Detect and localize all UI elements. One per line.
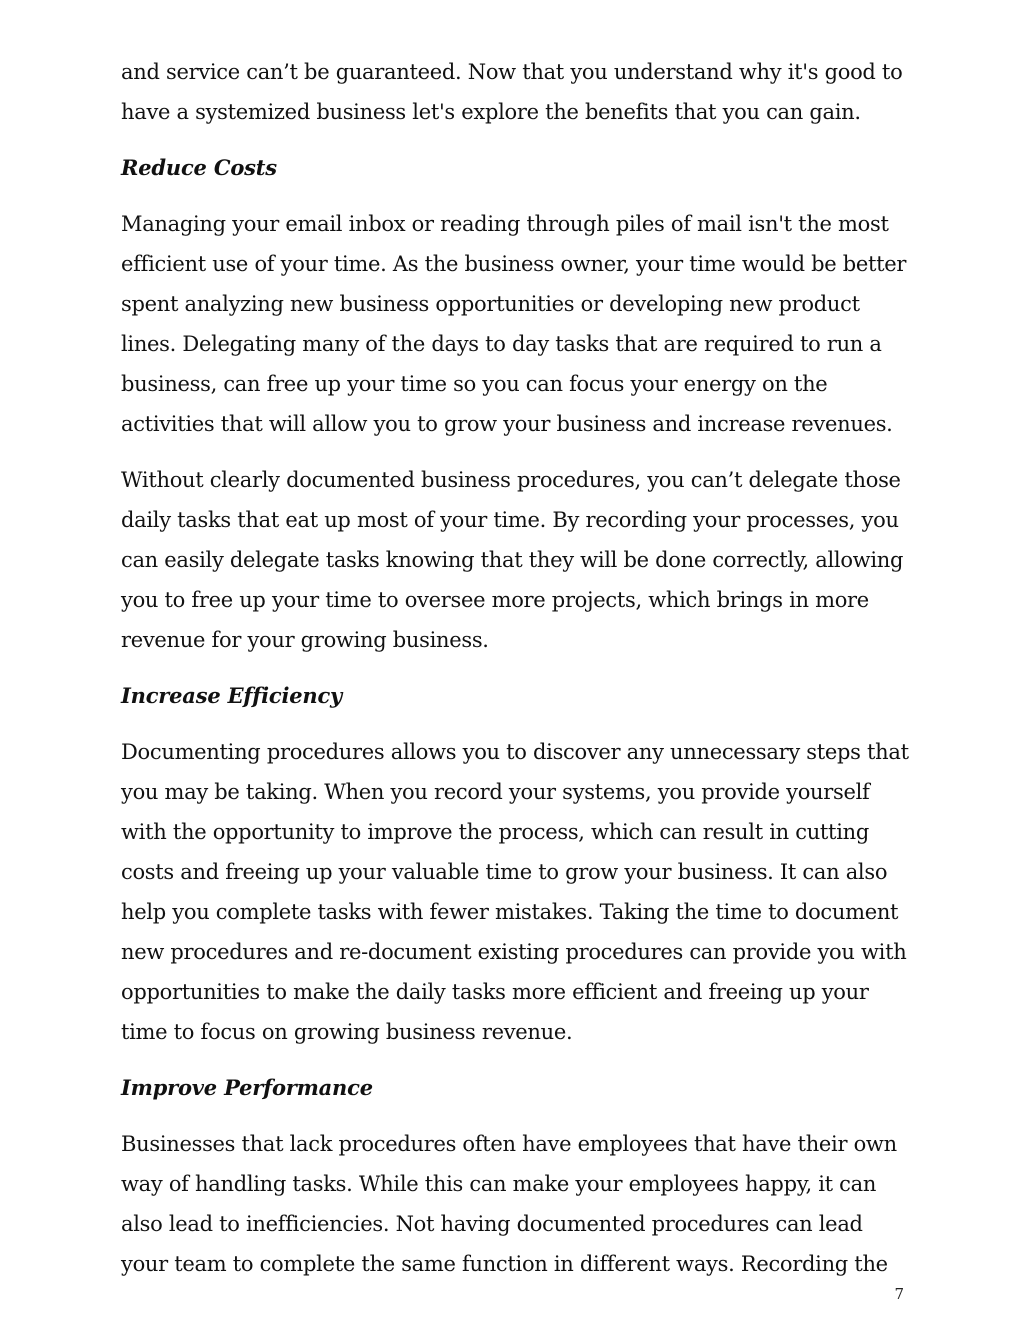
- text-line: daily tasks that eat up most of your time. By recording your processes, you: [121, 508, 899, 532]
- text-line: costs and freeing up your valuable time to grow your business. It can also: [121, 860, 888, 884]
- text-line: way of handling tasks. While this can make your employees happy, it can: [121, 1172, 877, 1196]
- text-line: spent analyzing new business opportunities or developing new product: [121, 292, 860, 316]
- text-line: new procedures and re-document existing procedures can provide you with: [121, 940, 907, 964]
- text-line: opportunities to make the daily tasks more efficient and freeing up your: [121, 980, 869, 1004]
- paragraph-reduce-costs-2: [121, 460, 906, 660]
- text-line: efficient use of your time. As the business owner, your time would be better: [121, 252, 907, 276]
- text-line: you may be taking. When you record your systems, you provide yourself: [121, 780, 870, 804]
- text-line: activities that will allow you to grow your business and increase revenues.: [121, 412, 893, 436]
- text-line: with the opportunity to improve the process, which can result in cutting: [121, 820, 869, 844]
- text-line: and service can’t be guaranteed. Now that you understand why it's good to: [121, 60, 903, 84]
- text-line: time to focus on growing business revenue.: [121, 1020, 573, 1044]
- text-line: your team to complete the same function in different ways. Recording the: [121, 1252, 888, 1276]
- text-line: can easily delegate tasks knowing that they will be done correctly, allowing: [121, 548, 904, 572]
- text-line: Documenting procedures allows you to discover any unnecessary steps that: [121, 740, 909, 764]
- document-page: [121, 52, 909, 1300]
- page-number: 7: [894, 1285, 904, 1303]
- paragraph-increase-efficiency: [121, 732, 909, 1052]
- text-line: revenue for your growing business.: [121, 628, 489, 652]
- paragraph-reduce-costs-1: [121, 204, 906, 444]
- text-line: have a systemized business let's explore the benefits that you can gain.: [121, 100, 861, 124]
- text-line: also lead to inefficiencies. Not having documented procedures can lead: [121, 1212, 863, 1236]
- paragraph-improve-performance: [121, 1124, 906, 1284]
- text-line: Without clearly documented business procedures, you can’t delegate those: [121, 468, 901, 492]
- text-line: you to free up your time to oversee more projects, which brings in more: [121, 588, 869, 612]
- heading-improve-performance: Improve Performance: [121, 1075, 373, 1100]
- text-line: business, can free up your time so you can focus your energy on the: [121, 372, 828, 396]
- heading-reduce-costs: Reduce Costs: [121, 155, 277, 180]
- heading-increase-efficiency: Increase Efficiency: [121, 683, 343, 708]
- paragraph-intro: [121, 52, 906, 132]
- text-line: Managing your email inbox or reading through piles of mail isn't the most: [121, 212, 889, 236]
- text-line: help you complete tasks with fewer mistakes. Taking the time to document: [121, 900, 899, 924]
- text-line: Businesses that lack procedures often have employees that have their own: [121, 1132, 897, 1156]
- text-line: lines. Delegating many of the days to day tasks that are required to run a: [121, 332, 882, 356]
